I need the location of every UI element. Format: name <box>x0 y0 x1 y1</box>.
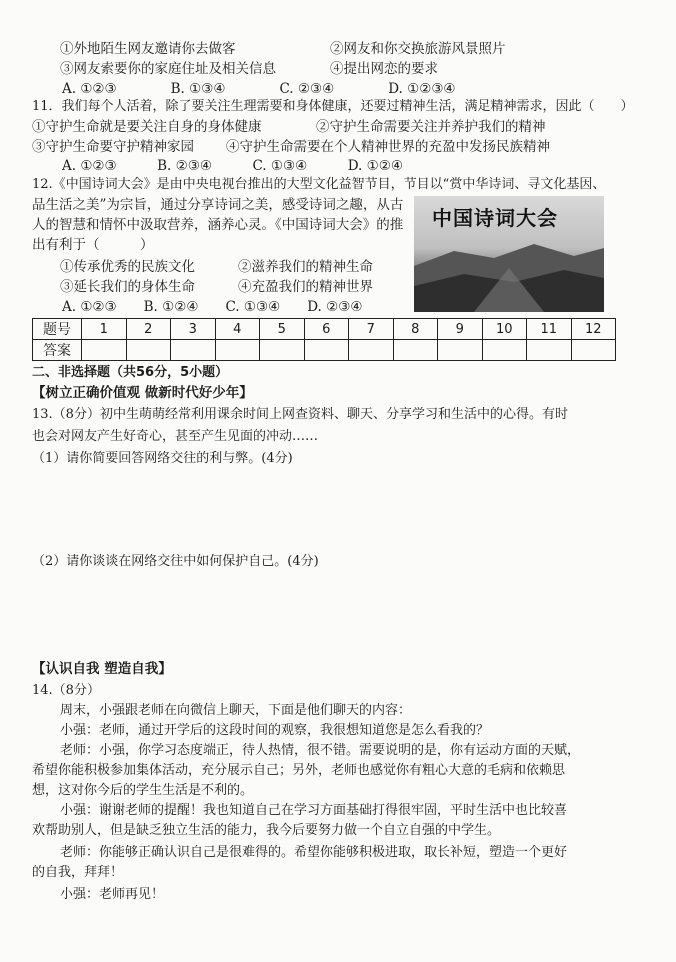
question-number-cell: 9 <box>438 319 483 340</box>
q10-option-1: ①外地陌生网友邀请你去做客 <box>60 41 236 57</box>
q14-line-3: 老师：小强，你学习态度端正，待人热情，很不错。需要说明的是，你有运动方面的天赋， <box>60 743 581 758</box>
q14-line-2: 小强：老师，通过开学后的这段时间的观察，我很想知道您是怎么看我的？ <box>60 723 490 738</box>
answer-cell[interactable] <box>82 340 127 361</box>
q14-line-1: 周末，小强跟老师在向微信上聊天，下面是他们聊天的内容： <box>60 703 412 718</box>
q14-line-6: 小强：谢谢老师的提醒！我也知道自己在学习方面基础打得很牢固，平时生活中也比较喜 <box>60 803 568 818</box>
question-number-cell: 2 <box>126 319 171 340</box>
q10-option-4: ④提出网恋的要求 <box>330 61 438 77</box>
q10-option-2: ②网友和你交换旅游风景照片 <box>330 41 506 57</box>
answer-table <box>32 318 616 361</box>
faint-header-bleed <box>300 0 540 14</box>
question-number-cell: 4 <box>215 319 260 340</box>
q14-head: 14.（8分） <box>32 683 100 698</box>
q11-stem: 11．我们每个人活着，除了要关注生理需要和身体健康，还要过精神生活，满足精神需求，因此（ ） <box>32 99 634 114</box>
q11-choices: A. ①②③ B. ②③④ C. ①③④ D. ①②④ <box>62 158 403 174</box>
q12-stem-line2: 品生活之美”为宗旨，通过分享诗词之美，感受诗词之趣，从古 <box>32 197 404 213</box>
answer-cell[interactable] <box>438 340 483 361</box>
q11-option-3: ③守护生命要守护精神家园 <box>32 139 194 155</box>
answer-cell[interactable] <box>126 340 171 361</box>
section2-title: 二、非选择题（共56分，5小题） <box>32 365 229 380</box>
q12-option-3: ③延长我们的身体生命 <box>60 279 195 295</box>
question-number-cell: 3 <box>171 319 216 340</box>
q13-stem-line2: 也会对网友产生好奇心，甚至产生见面的冲动…… <box>32 429 319 444</box>
section-theme-self: 【认识自我 塑造自我】 <box>32 661 172 677</box>
q13-stem-line1: 13.（8分）初中生萌萌经常利用课余时间上网查资料、聊天、分享学习和生活中的心得。有时 <box>32 407 568 422</box>
q12-option-1: ①传承优秀的民族文化 <box>60 259 195 275</box>
q12-option-2: ②滋养我们的精神生命 <box>238 259 373 275</box>
question-number-cell: 7 <box>349 319 394 340</box>
q14-line-10: 小强：老师再见！ <box>60 887 165 902</box>
q14-line-9: 的自我，拜拜！ <box>32 865 124 880</box>
q12-choices: A. ①②③ B. ①②④ C. ①③④ D. ②③④ <box>62 299 363 315</box>
q10-choices: A. ①②③ B. ①③④ C. ②③④ D. ①②③④ <box>62 81 456 97</box>
answer-cell[interactable] <box>215 340 260 361</box>
answer-cell[interactable] <box>571 340 616 361</box>
poetry-conference-photo <box>414 196 604 312</box>
answer-label: 答案 <box>33 340 82 361</box>
q12-option-4: ④充盈我们的精神世界 <box>238 279 373 295</box>
question-number-cell: 6 <box>304 319 349 340</box>
answer-table-header-row <box>33 319 616 340</box>
q14-line-8: 老师：你能够正确认识自己是很难得的。希望你能够积极进取，取长补短，塑造一个更好 <box>60 845 568 860</box>
question-number-cell: 11 <box>527 319 572 340</box>
q12-stem-line1: 12.《中国诗词大会》是由中央电视台推出的大型文化益智节目，节目以“赏中华诗词、寻文化基因、 <box>32 177 606 192</box>
section-theme-values: 【树立正确价值观 做新时代好少年】 <box>32 385 253 401</box>
question-number-cell: 12 <box>571 319 616 340</box>
q14-line-7: 欢帮助别人，但是缺乏独立生活的能力，我今后要努力做一个自立自强的中学生。 <box>32 823 501 838</box>
answer-cell[interactable] <box>304 340 349 361</box>
q13-subquestion-1: （1）请你简要回答网络交往的利与弊。(4分) <box>32 451 293 466</box>
answer-cell[interactable] <box>349 340 394 361</box>
question-number-label: 题号 <box>33 319 82 340</box>
answer-cell[interactable] <box>527 340 572 361</box>
q13-subquestion-2: （2）请你谈谈在网络交往中如何保护自己。(4分) <box>32 554 319 569</box>
answer-table-answer-row <box>33 340 616 361</box>
question-number-cell: 8 <box>393 319 438 340</box>
answer-cell[interactable] <box>260 340 305 361</box>
q14-line-5: 想，这对你今后的学生生活是不利的。 <box>32 783 254 798</box>
question-number-cell: 1 <box>82 319 127 340</box>
photo-title: 中国诗词大会 <box>432 206 558 230</box>
q12-stem-line4: 出有利于（ ） <box>32 237 154 253</box>
answer-cell[interactable] <box>482 340 527 361</box>
q14-line-4: 希望你能积极参加集体活动，充分展示自己；另外，老师也感觉你有粗心大意的毛病和依赖思 <box>32 763 566 778</box>
answer-cell[interactable] <box>393 340 438 361</box>
question-number-cell: 10 <box>482 319 527 340</box>
answer-cell[interactable] <box>171 340 216 361</box>
q11-option-4: ④守护生命需要在个人精神世界的充盈中发扬民族精神 <box>226 139 550 155</box>
q11-option-2: ②守护生命需要关注并养护我们的精神 <box>316 119 546 135</box>
q12-stem-line3: 人的智慧和情怀中汲取营养，涵养心灵。《中国诗词大会》的推 <box>32 217 404 233</box>
q11-option-1: ①守护生命就是要关注自身的身体健康 <box>32 119 262 135</box>
question-number-cell: 5 <box>260 319 305 340</box>
q10-option-3: ③网友索要你的家庭住址及相关信息 <box>60 61 276 77</box>
landscape-silhouette <box>414 196 604 312</box>
